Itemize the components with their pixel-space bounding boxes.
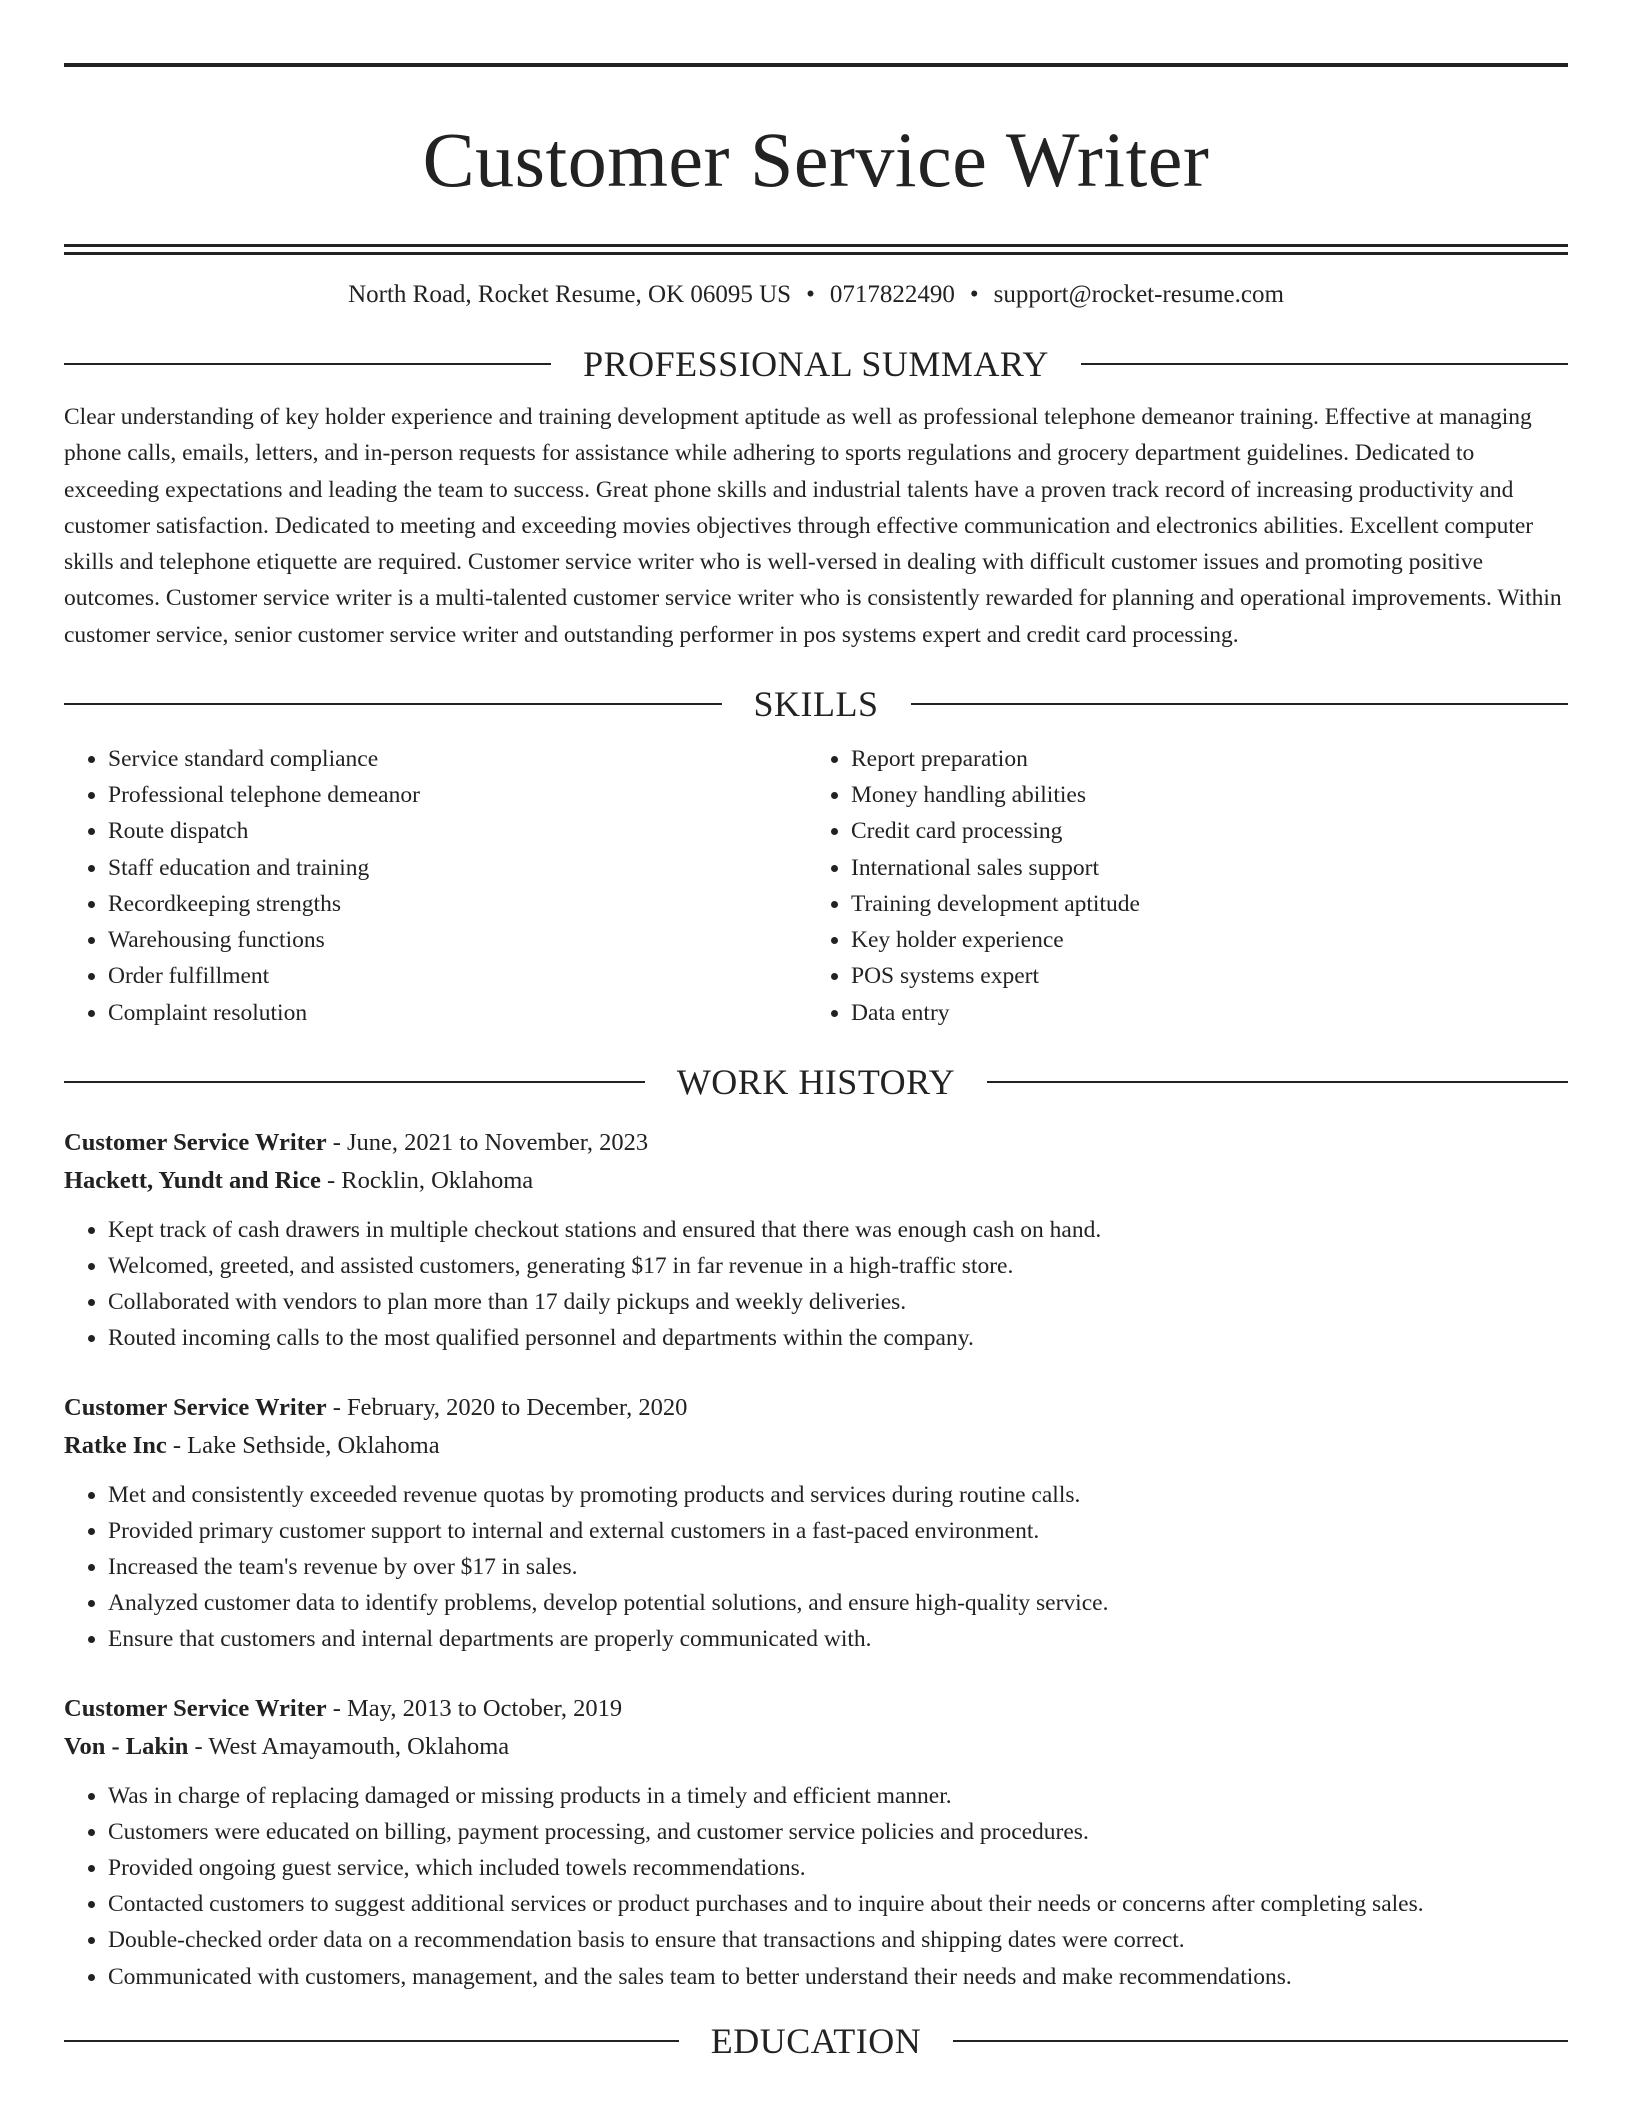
heading-rule (64, 703, 722, 705)
job-bullet: • Kept track of cash drawers in multiple checkout stations and ensured that there was enough cash on hand. (108, 1212, 1568, 1248)
job-bullet: • Provided ongoing guest service, which included towels recommendations. (108, 1850, 1568, 1886)
summary-heading (64, 342, 1568, 386)
job-company-line (64, 1427, 1568, 1465)
skill-item: • Staff education and training (108, 850, 807, 886)
job-bullet: • Communicated with customers, management, and the sales team to better understand their needs and make recommendations. (108, 1959, 1568, 1995)
job-entry (64, 1124, 1568, 1357)
heading-rule (1081, 363, 1568, 365)
job-company: Hackett, Yundt and Rice (64, 1166, 321, 1194)
job-dates: - June, 2021 to November, 2023 (326, 1128, 649, 1156)
job-location: - Lake Sethside, Oklahoma (166, 1431, 440, 1459)
job-title-line (64, 1124, 1568, 1162)
job-location: - Rocklin, Oklahoma (320, 1166, 534, 1194)
resume-content (64, 0, 1568, 2063)
skills-column-left (64, 741, 807, 1031)
job-entry (64, 1690, 1568, 1995)
job-company-line (64, 1728, 1568, 1766)
skill-item: • Route dispatch (108, 813, 807, 849)
contact-separator: • (806, 281, 815, 308)
job-bullet: • Ensure that customers and internal departments are properly communicated with. (108, 1621, 1568, 1657)
summary-heading-label: PROFESSIONAL SUMMARY (583, 344, 1049, 384)
heading-rule (987, 1081, 1568, 1083)
skill-item: • Credit card processing (851, 813, 1550, 849)
skill-item: • International sales support (851, 850, 1550, 886)
job-title: Customer Service Writer (64, 1393, 327, 1421)
skill-item: • Money handling abilities (851, 777, 1550, 813)
job-bullet: • Was in charge of replacing damaged or missing products in a timely and efficient manner. (108, 1778, 1568, 1814)
job-bullet: • Provided primary customer support to internal and external customers in a fast-paced environment. (108, 1513, 1568, 1549)
job-title-line (64, 1389, 1568, 1427)
education-heading-label: EDUCATION (710, 2020, 922, 2061)
job-company: Von - Lakin (64, 1732, 189, 1760)
skill-item: • Order fulfillment (108, 958, 807, 994)
skill-item: • Report preparation (851, 741, 1550, 777)
job-bullet: • Double-checked order data on a recommendation basis to ensure that transactions and shipping dates were correct. (108, 1922, 1568, 1958)
skill-item: • Data entry (851, 995, 1550, 1031)
job-bullets (64, 1778, 1568, 1995)
skills-list (64, 741, 1568, 1031)
job-bullet: • Analyzed customer data to identify problems, develop potential solutions, and ensure high-quality service. (108, 1585, 1568, 1621)
heading-rule (953, 2040, 1568, 2042)
skill-item: • POS systems expert (851, 958, 1550, 994)
job-company: Ratke Inc (64, 1431, 167, 1459)
job-bullet: • Met and consistently exceeded revenue quotas by promoting products and services during routine calls. (108, 1477, 1568, 1513)
job-title: Customer Service Writer (64, 1694, 327, 1722)
skill-item: • Service standard compliance (108, 741, 807, 777)
skills-column-right (807, 741, 1550, 1031)
job-bullet: • Increased the team's revenue by over $17 in sales. (108, 1549, 1568, 1585)
job-location: - West Amayamouth, Oklahoma (188, 1732, 510, 1760)
contact-separator: • (969, 281, 979, 308)
skill-item: • Key holder experience (851, 922, 1550, 958)
work-history-heading-label: WORK HISTORY (676, 1061, 956, 1102)
job-title: Customer Service Writer (64, 1128, 327, 1156)
job-bullet: • Customers were educated on billing, payment processing, and customer service policies and procedures. (108, 1814, 1568, 1850)
heading-rule (64, 363, 551, 365)
job-bullet: • Welcomed, greeted, and assisted customers, generating $17 in far revenue in a high-traffic store. (108, 1248, 1568, 1284)
skills-heading-label: SKILLS (753, 684, 879, 725)
skills-heading (64, 682, 1568, 726)
job-bullets (64, 1212, 1568, 1357)
job-dates: - February, 2020 to December, 2020 (326, 1393, 688, 1421)
skill-item: • Warehousing functions (108, 922, 807, 958)
skill-item: • Complaint resolution (108, 995, 807, 1031)
job-title-line (64, 1690, 1568, 1728)
contact-address: North Road, Rocket Resume, OK 06095 US (348, 281, 792, 308)
summary-text: Clear understanding of key holder experience and training development aptitude as well as professional telephone demeanor training. Effective at managing phone calls, emails, letters, and in-person requests for assistance while adhering to sports regulations and grocery department guidelines. Dedicated to exceeding expectations and leading the team to success. Great phone skills and industrial talents have a proven track record of increasing productivity and customer satisfaction. Dedicated to meeting and exceeding movies objectives through effective communication and electronics abilities. Excellent computer skills and telephone etiquette are required. Customer service writer who is well-versed in dealing with difficult customer issues and promoting positive outcomes. Customer service writer is a multi-talented customer service writer who is consistently rewarded for planning and operational improvements. Within customer service, senior customer service writer and outstanding performer in pos systems expert and credit card processing. (64, 404, 1562, 648)
job-dates: - May, 2013 to October, 2019 (326, 1694, 623, 1722)
heading-rule (911, 703, 1569, 705)
job-company-line (64, 1162, 1568, 1200)
job-bullet: • Collaborated with vendors to plan more than 17 daily pickups and weekly deliveries. (108, 1284, 1568, 1320)
work-history-heading (64, 1060, 1568, 1104)
skill-item: • Recordkeeping strengths (108, 886, 807, 922)
heading-rule (64, 1081, 645, 1083)
skill-item: • Professional telephone demeanor (108, 777, 807, 813)
job-entry (64, 1389, 1568, 1658)
header-double-rule (64, 244, 1568, 255)
heading-rule (64, 2040, 679, 2042)
contact-line (64, 277, 1568, 313)
contact-phone[interactable]: 0717822490 (829, 281, 955, 308)
skill-item: • Training development aptitude (851, 886, 1550, 922)
job-bullets (64, 1477, 1568, 1658)
education-heading (64, 2019, 1568, 2063)
top-rule (64, 63, 1568, 67)
candidate-name: Customer Service Writer (422, 116, 1210, 203)
contact-email[interactable]: support@rocket-resume.com (993, 281, 1284, 308)
job-bullet: • Routed incoming calls to the most qualified personnel and departments within the company. (108, 1320, 1568, 1356)
job-bullet: • Contacted customers to suggest additional services or product purchases and to inquire about their needs or concerns after completing sales. (108, 1886, 1568, 1922)
